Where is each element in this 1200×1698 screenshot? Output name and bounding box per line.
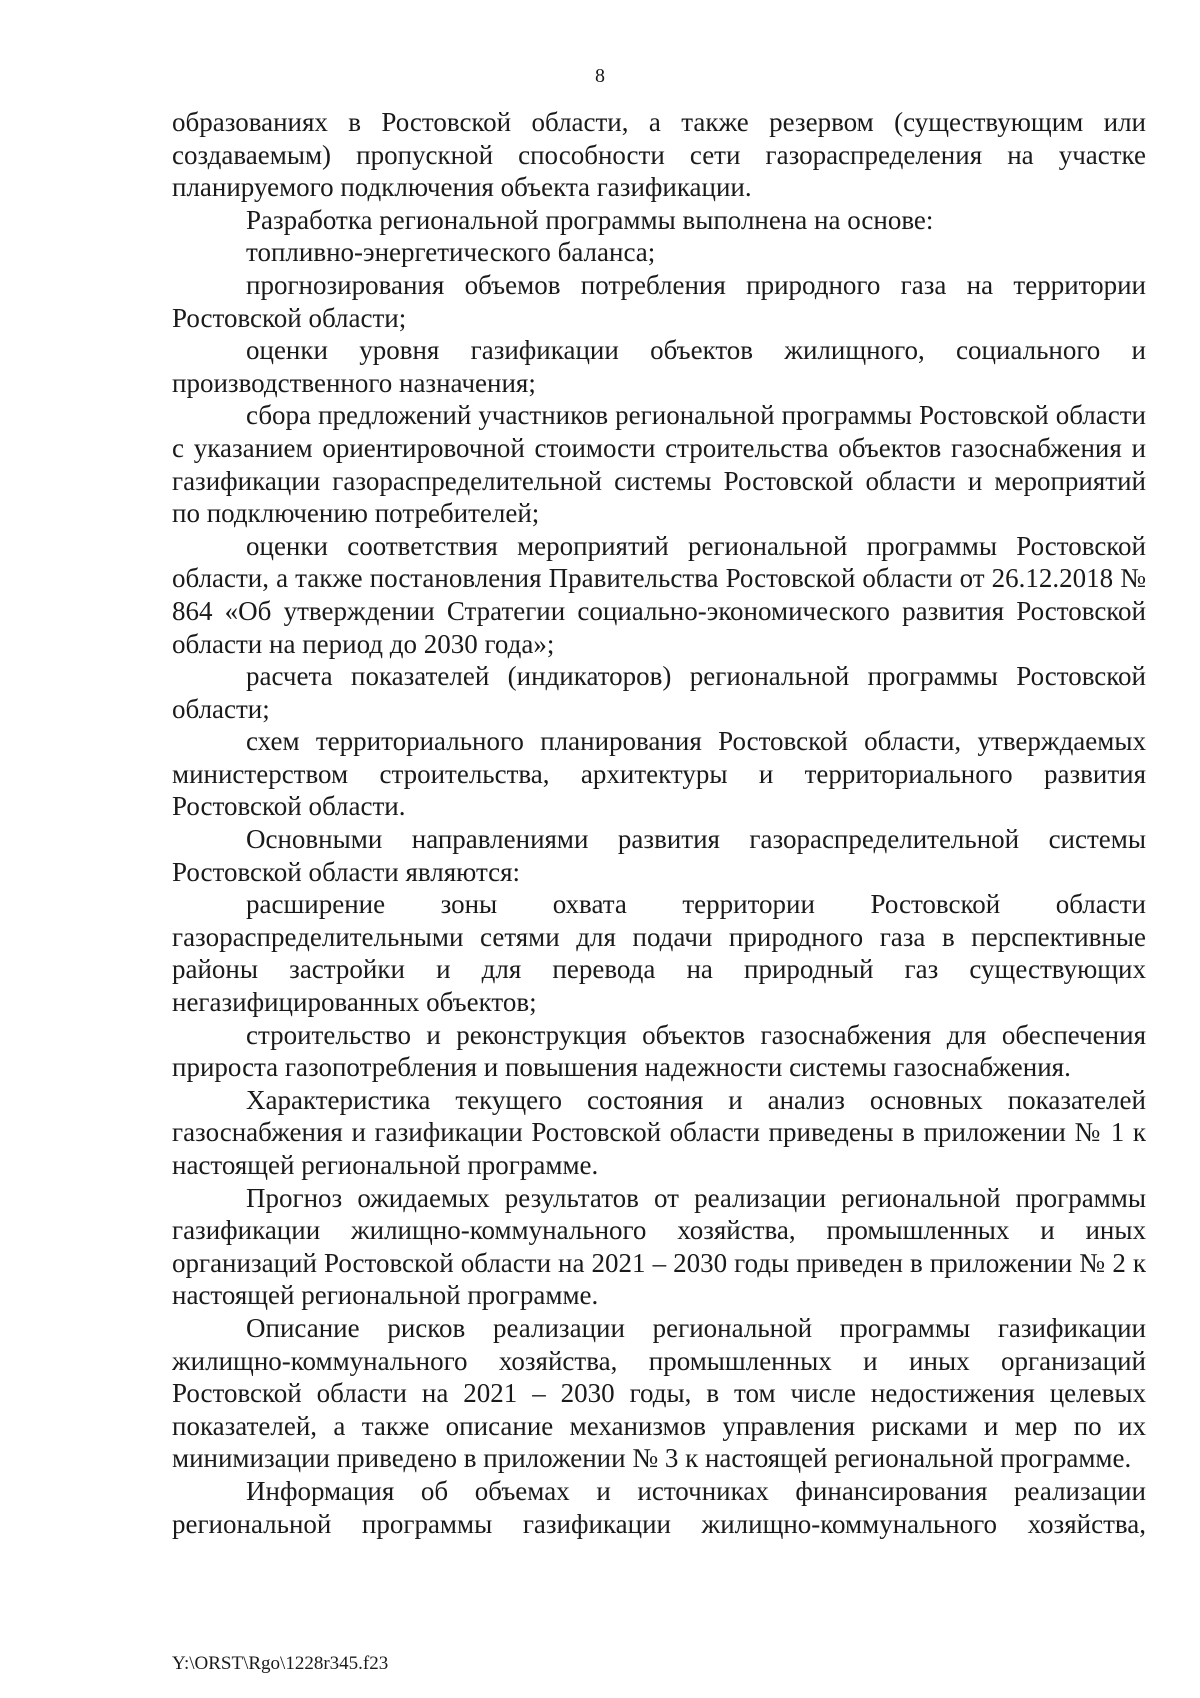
document-body	[172, 106, 1146, 1540]
page-number: 8	[595, 65, 605, 87]
paragraph: строительство и реконструкция объектов газоснабжения для обеспечения прироста газопотребления и повышения надежности системы газоснабжения.	[172, 1019, 1146, 1083]
paragraph: Описание рисков реализации региональной программы газификации жилищно-коммунального хозяйства, промышленных и иных организаций Ростовской области на 2021 – 2030 годы, в том числе недостижения целевых показателей, а также описание механизмов управления рисками и мер по их минимизации приведено в приложении № 3 к настоящей региональной программе.	[172, 1312, 1146, 1474]
paragraph: Характеристика текущего состояния и анализ основных показателей газоснабжения и газификации Ростовской области приведены в приложении № 1 к настоящей региональной программе.	[172, 1084, 1146, 1180]
footer-file-path: Y:\ORST\Rgo\1228r345.f23	[172, 1653, 389, 1674]
paragraph: топливно-энергетического баланса;	[246, 237, 656, 268]
paragraph: оценки соответствия мероприятий региональной программы Ростовской области, а также постановления Правительства Ростовской области от 26.12.2018 № 864 «Об утверждении Стратегии социально-экономического развития Ростовской области на период до 2030 года»;	[172, 530, 1146, 659]
paragraph: Прогноз ожидаемых результатов от реализации региональной программы газификации жилищно-коммунального хозяйства, промышленных и иных организаций Ростовской области на 2021 – 2030 годы приведен в приложении № 2 к настоящей региональной программе.	[172, 1182, 1146, 1311]
paragraph: расширение зоны охвата территории Ростовской области газораспределительными сетями для подачи природного газа в перспективные районы застройки и для перевода на природный газ существующих негазифицированных объектов;	[172, 889, 1146, 1018]
paragraph: схем территориального планирования Ростовской области, утверждаемых министерством строительства, архитектуры и территориального развития Ростовской области.	[172, 726, 1146, 822]
paragraph: Разработка региональной программы выполнена на основе:	[246, 204, 934, 235]
paragraph: прогнозирования объемов потребления природного газа на территории Ростовской области;	[172, 269, 1146, 333]
paragraph: расчета показателей (индикаторов) региональной программы Ростовской области;	[172, 661, 1146, 724]
paragraph: Основными направлениями развития газораспределительной системы Ростовской области являются:	[172, 824, 1146, 887]
paragraph: оценки уровня газификации объектов жилищного, социального и производственного назначения;	[172, 335, 1146, 398]
paragraph: образованиях в Ростовской области, а также резервом (существующим или создаваемым) пропускной способности сети газораспределения на участке планируемого подключения объекта газификации.	[172, 107, 1146, 203]
paragraph: сбора предложений участников региональной программы Ростовской области с указанием ориентировочной стоимости строительства объектов газоснабжения и газификации газораспределительной системы Ростовской области и мероприятий по подключению потребителей;	[172, 400, 1146, 529]
paragraph: Информация об объемах и источниках финансирования реализации региональной программы газификации жилищно-коммунального хозяйства,	[172, 1475, 1146, 1539]
